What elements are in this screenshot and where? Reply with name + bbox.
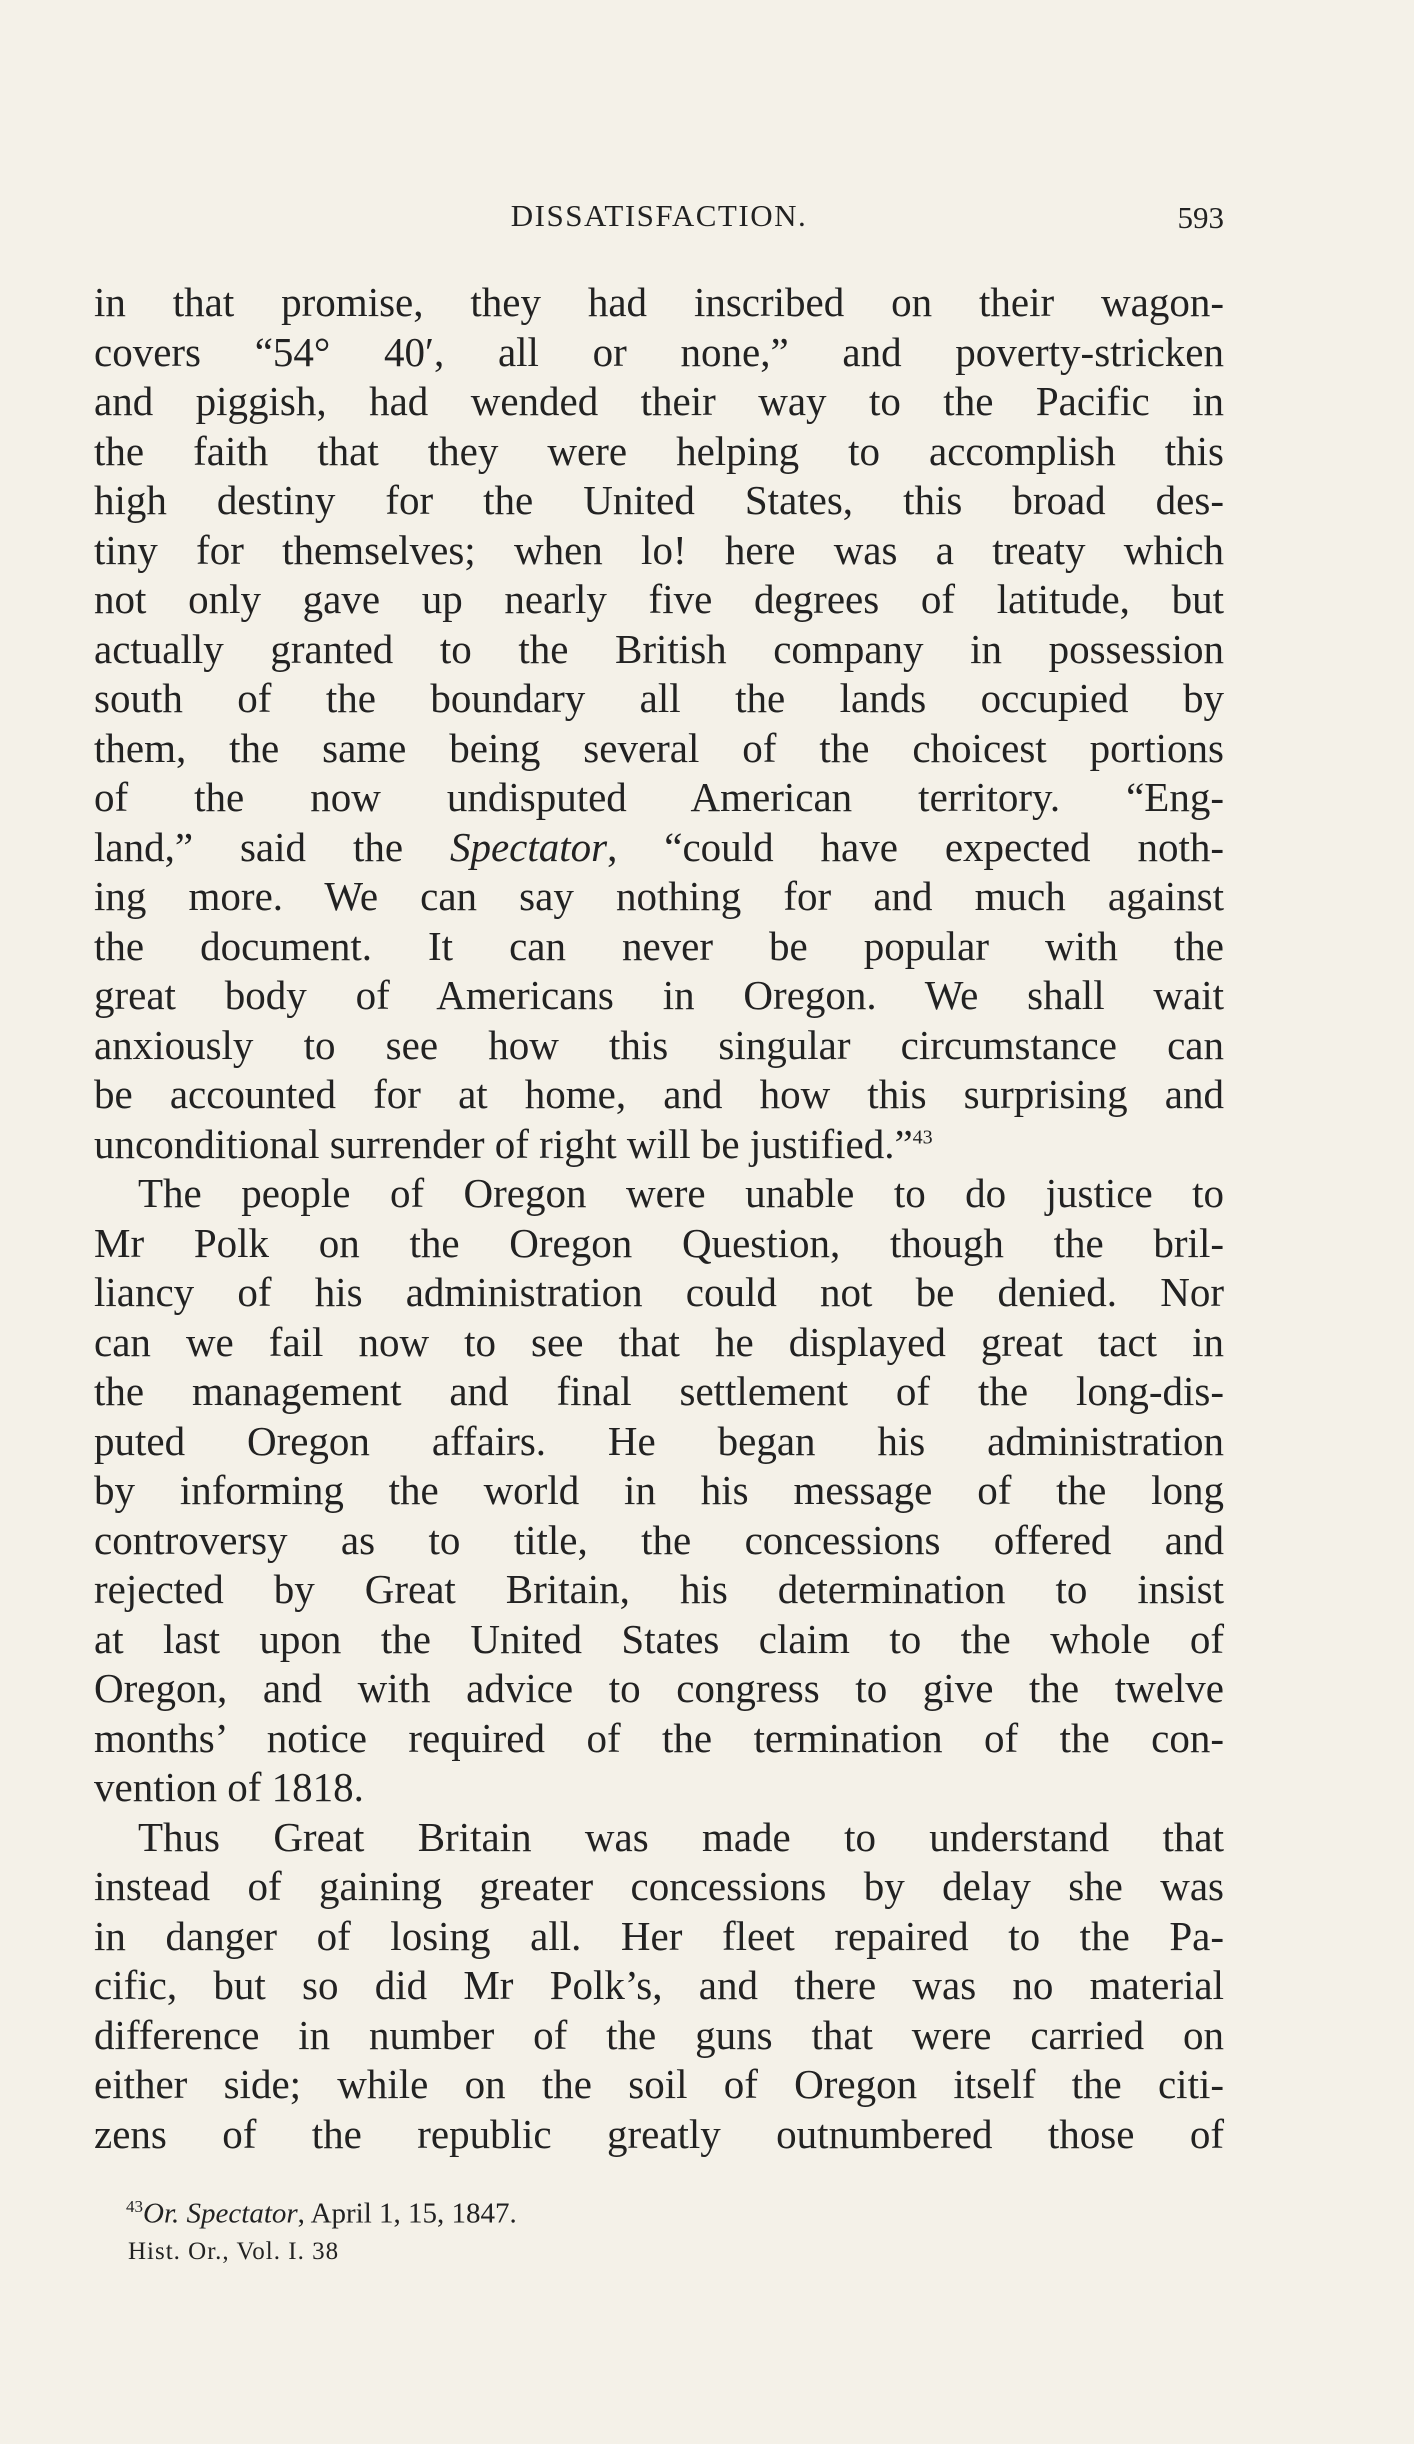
text-line: ing more. We can say nothing for and much against: [94, 873, 1224, 919]
italic-title: Spectator: [449, 823, 608, 870]
text-line: tiny for themselves; when lo! here was a treaty which: [94, 526, 1224, 573]
text-line: The people of Oregon were unable to do justice to: [138, 1170, 1224, 1216]
text-line: [94, 1120, 1224, 1170]
text-segment: land,” said the: [94, 823, 450, 870]
text-line: Thus Great Britain was made to understand that: [138, 1813, 1224, 1860]
footnote-marker: 43: [126, 2197, 143, 2216]
text-line: by informing the world in his message of the long: [94, 1467, 1224, 1513]
text-line: anxiously to see how this singular circumstance can: [94, 1021, 1224, 1068]
text-line: Oregon, and with advice to congress to give the twelve: [94, 1665, 1224, 1711]
text-line: either side; while on the soil of Oregon itself the citi-: [94, 2061, 1224, 2107]
text-line: the management and final settlement of the long-dis-: [94, 1368, 1224, 1414]
text-line: controversy as to title, the concessions offered and: [94, 1516, 1224, 1563]
text-line: vention of 1818.: [94, 1764, 364, 1810]
text-line: in that promise, they had inscribed on their wagon-: [94, 279, 1224, 325]
text-line: months’ notice required of the termination of the con-: [94, 1714, 1224, 1761]
text-segment: , “could have expected noth-: [607, 823, 1224, 870]
text-line: south of the boundary all the lands occupied by: [94, 675, 1224, 721]
text-line: and piggish, had wended their way to the Pacific in: [94, 378, 1224, 424]
text-line: great body of Americans in Oregon. We shall wait: [94, 972, 1224, 1018]
footnote-reference: 43: [912, 1125, 933, 1148]
text-line: Mr Polk on the Oregon Question, though the bril-: [94, 1219, 1224, 1266]
text-line: not only gave up nearly five degrees of latitude, but: [94, 576, 1224, 622]
text-line: [94, 823, 1224, 873]
body-text: [94, 278, 1224, 2159]
text-line: puted Oregon affairs. He began his administration: [94, 1417, 1224, 1464]
text-line: liancy of his administration could not be denied. Nor: [94, 1269, 1224, 1315]
footnote: [126, 2197, 517, 2231]
text-segment: unconditional surrender of right will be justified.”: [94, 1120, 913, 1167]
text-line: in danger of losing all. Her fleet repaired to the Pa-: [94, 1912, 1224, 1959]
text-line: rejected by Great Britain, his determination to insist: [94, 1566, 1224, 1612]
text-line: covers “54° 40′, all or none,” and poverty-stricken: [94, 328, 1224, 375]
text-line: be accounted for at home, and how this surprising and: [94, 1071, 1224, 1117]
text-line: the faith that they were helping to accomplish this: [94, 427, 1224, 474]
text-line: of the now undisputed American territory. “Eng-: [94, 774, 1224, 820]
text-line: the document. It can never be popular with the: [94, 922, 1224, 969]
text-line: them, the same being several of the choicest portions: [94, 724, 1224, 771]
text-line: high destiny for the United States, this broad des-: [94, 477, 1224, 523]
text-line: zens of the republic greatly outnumbered those of: [94, 2110, 1224, 2157]
footnote-details: , April 1, 15, 1847.: [297, 2197, 517, 2230]
signature-mark: Hist. Or., Vol. I. 38: [128, 2238, 340, 2265]
text-line: actually granted to the British company in possession: [94, 625, 1224, 672]
page-header: [94, 198, 1224, 238]
text-line: cific, but so did Mr Polk’s, and there was no material: [94, 1962, 1224, 2008]
text-line: difference in number of the guns that were carried on: [94, 2011, 1224, 2058]
page-number: 593: [1177, 200, 1224, 235]
text-line: at last upon the United States claim to the whole of: [94, 1615, 1224, 1662]
running-head: DISSATISFACTION.: [510, 198, 808, 233]
text-line: can we fail now to see that he displayed great tact in: [94, 1318, 1224, 1365]
text-line: instead of gaining greater concessions by delay she was: [94, 1863, 1224, 1909]
footnote-source: Or. Spectator: [143, 2197, 298, 2230]
